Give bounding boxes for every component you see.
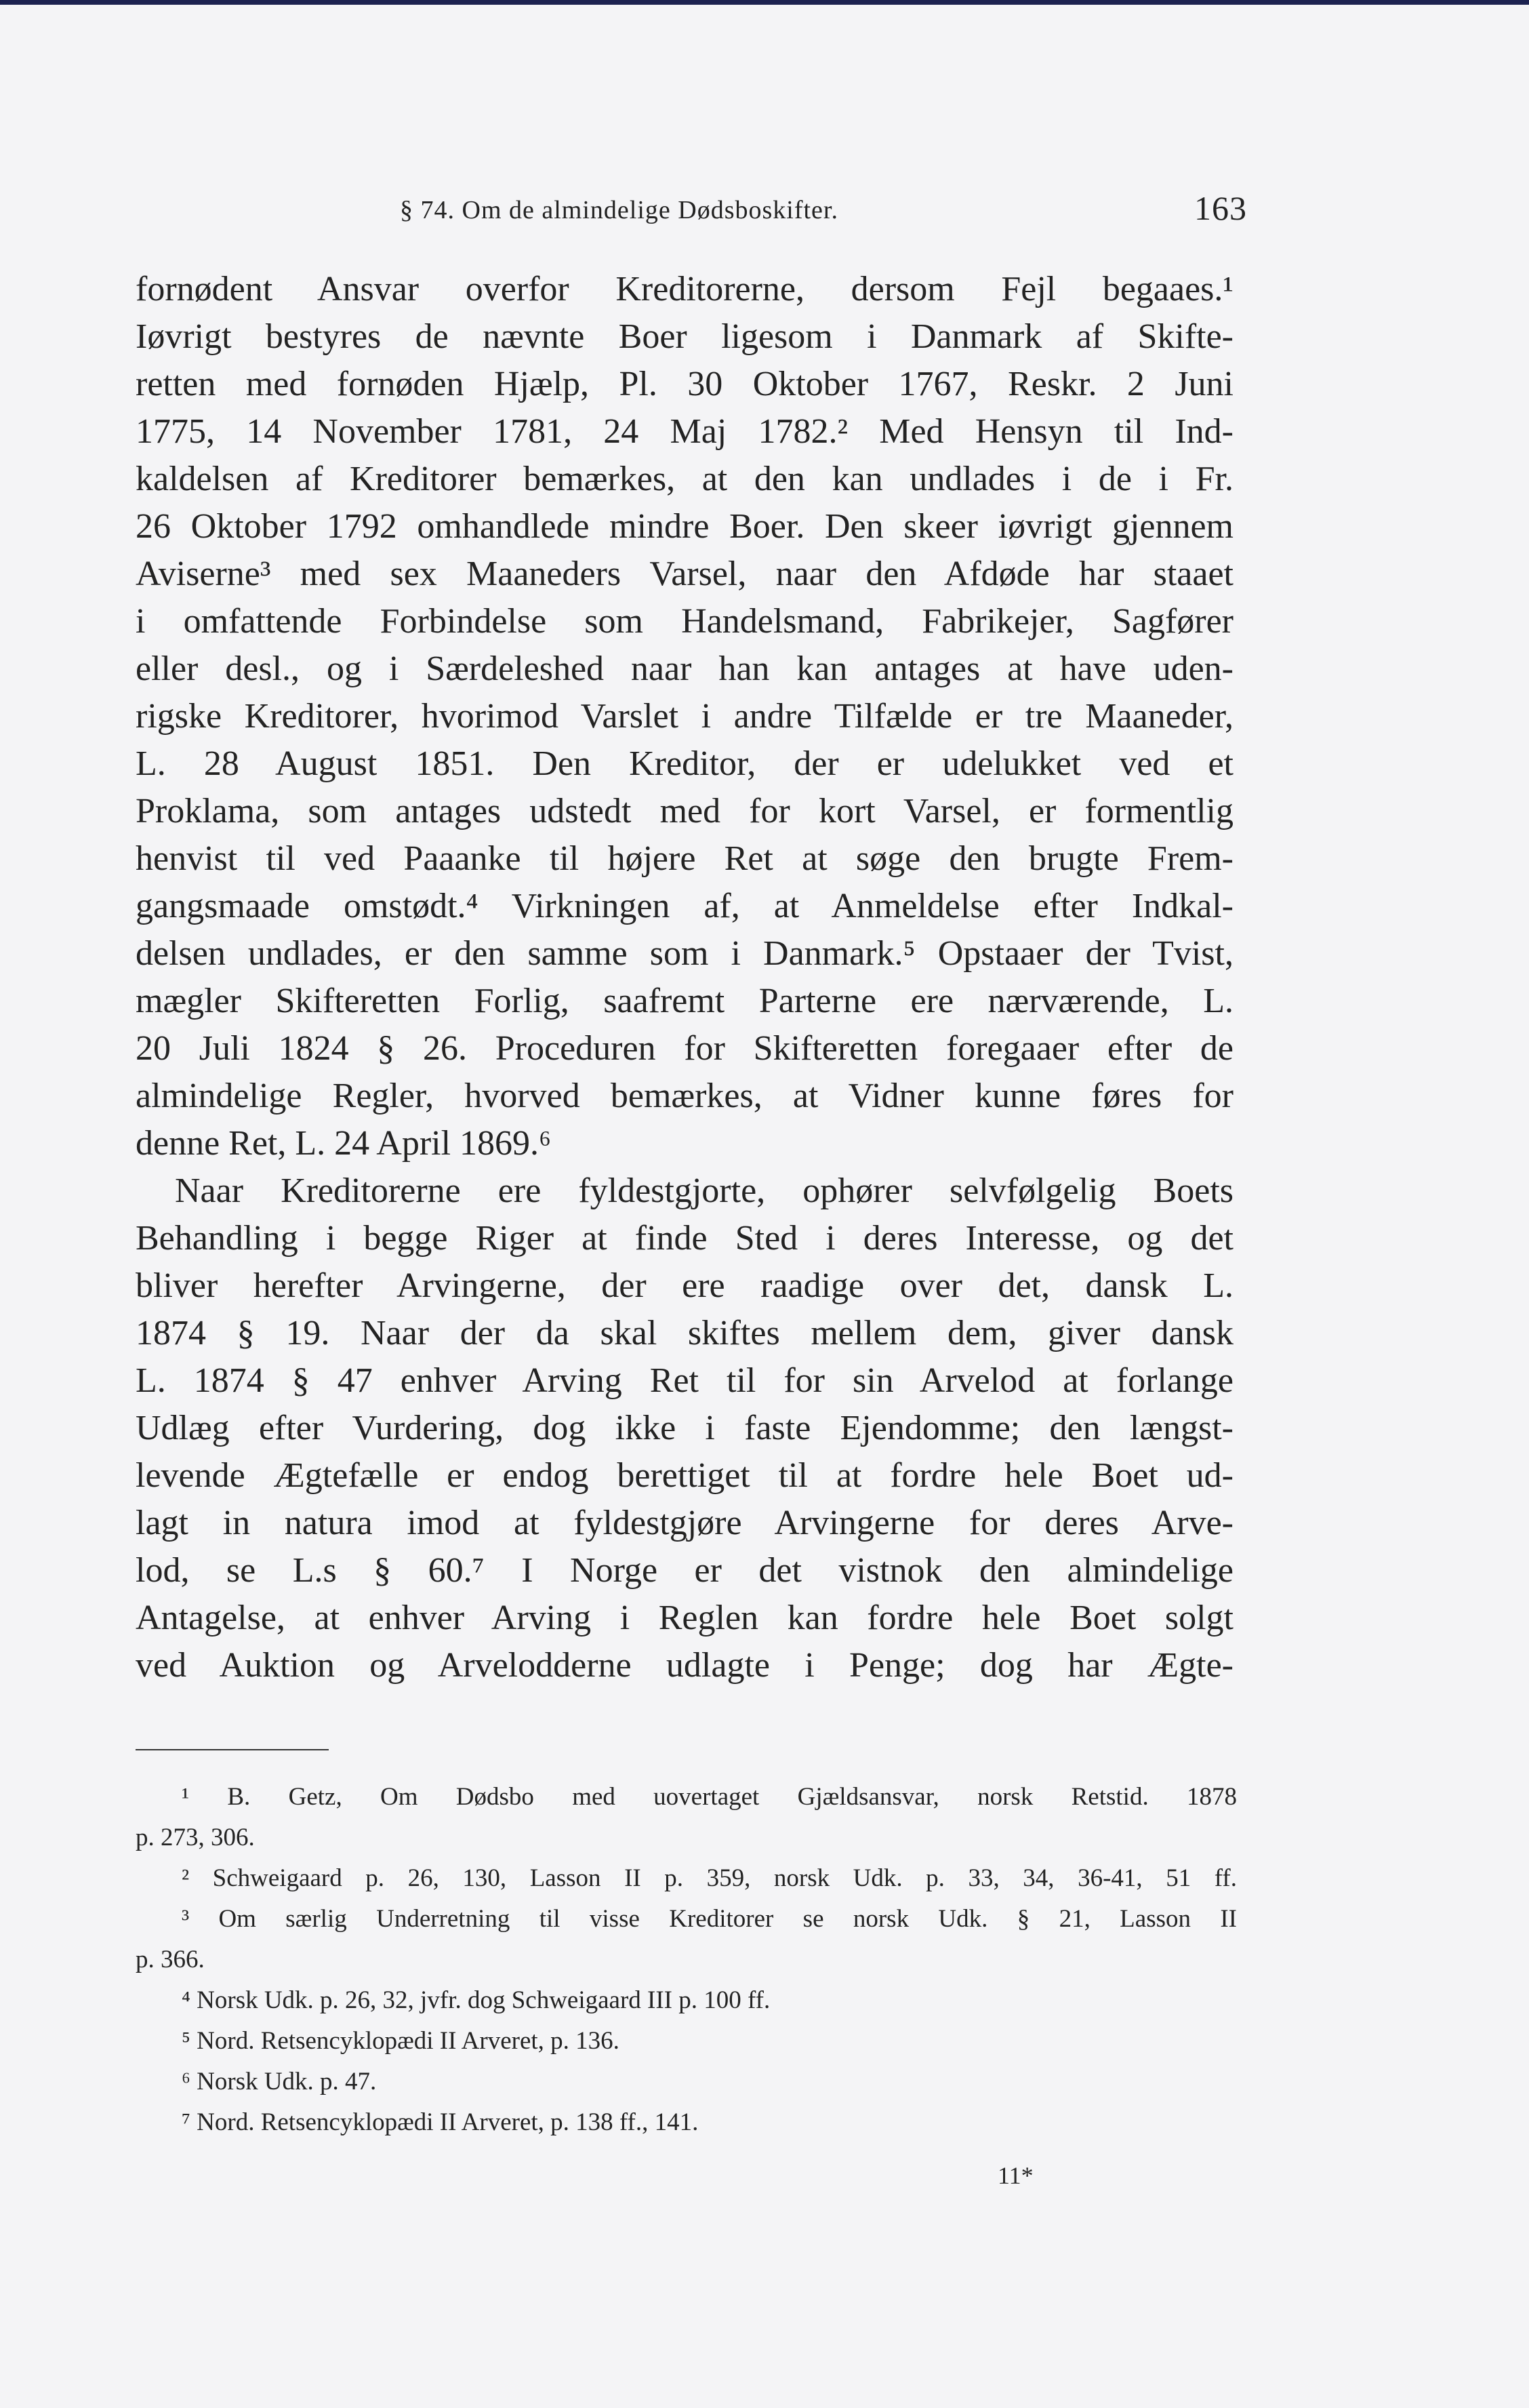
text-line: eller desl., og i Særdeleshed naar han kan antages at have uden- [136, 649, 1234, 688]
footnote-line: p. 366. [136, 1946, 205, 1973]
footnote-line: ⁷ Nord. Retsencyklopædi II Arveret, p. 138 ff., 141. [182, 2108, 699, 2136]
page-number: 163 [1194, 189, 1247, 227]
footnote-line: ⁶ Norsk Udk. p. 47. [182, 2068, 377, 2095]
footnote-line: ¹ B. Getz, Om Dødsbo med uovertaget Gjældsansvar, norsk Retstid. 1878 [182, 1783, 1237, 1811]
footnote-line: ⁵ Nord. Retsencyklopædi II Arveret, p. 136. [182, 2027, 619, 2055]
text-line: Udlæg efter Vurdering, dog ikke i faste Ejendomme; den længst- [136, 1409, 1234, 1447]
text-line: almindelige Regler, hvorved bemærkes, at Vidner kunne føres for [136, 1077, 1234, 1115]
text-line: i omfattende Forbindelse som Handelsmand, Fabrikejer, Sagfører [136, 602, 1234, 641]
text-line: levende Ægtefælle er endog berettiget til at fordre hele Boet ud- [136, 1456, 1234, 1495]
text-line: delsen undlades, er den samme som i Danmark.⁵ Opstaaer der Tvist, [136, 934, 1234, 973]
text-line: Naar Kreditorerne ere fyldestgjorte, ophører selvfølgelig Boets [175, 1171, 1234, 1210]
text-line: lod, se L.s § 60.⁷ I Norge er det vistnok den almindelige [136, 1551, 1234, 1590]
text-line: Antagelse, at enhver Arving i Reglen kan fordre hele Boet solgt [136, 1599, 1234, 1637]
running-head [136, 188, 1247, 236]
text-line: Aviserne³ med sex Maaneders Varsel, naar den Afdøde har staaet [136, 555, 1234, 593]
footnote-line: p. 273, 306. [136, 1824, 255, 1851]
main-text [136, 266, 1234, 1689]
text-line: Behandling i begge Riger at finde Sted i deres Interesse, og det [136, 1219, 1234, 1258]
text-line: mægler Skifteretten Forlig, saafremt Parterne ere nærværende, L. [136, 982, 1234, 1020]
footnote-divider [136, 1749, 329, 1750]
text-line: 1874 § 19. Naar der da skal skiftes mellem dem, giver dansk [136, 1314, 1234, 1352]
text-line: 20 Juli 1824 § 26. Proceduren for Skifteretten foregaaer efter de [136, 1029, 1234, 1068]
text-line: lagt in natura imod at fyldestgjøre Arvingerne for deres Arve- [136, 1504, 1234, 1542]
footnote-line: ⁴ Norsk Udk. p. 26, 32, jvfr. dog Schweigaard III p. 100 ff. [182, 1986, 771, 2014]
text-line: L. 1874 § 47 enhver Arving Ret til for sin Arvelod at forlange [136, 1361, 1234, 1400]
text-line: ved Auktion og Arvelodderne udlagte i Penge; dog har Ægte- [136, 1646, 1234, 1685]
text-line: bliver herefter Arvingerne, der ere raadige over det, dansk L. [136, 1266, 1234, 1305]
text-line: fornødent Ansvar overfor Kreditorerne, dersom Fejl begaaes.¹ [136, 270, 1234, 308]
text-line: 1775, 14 November 1781, 24 Maj 1782.² Med Hensyn til Ind- [136, 412, 1234, 451]
text-line: L. 28 August 1851. Den Kreditor, der er udelukket ved et [136, 744, 1234, 783]
text-line: kaldelsen af Kreditorer bemærkes, at den kan undlades i de i Fr. [136, 460, 1234, 498]
text-line: Iøvrigt bestyres de nævnte Boer ligesom i Danmark af Skifte- [136, 317, 1234, 356]
text-line: 26 Oktober 1792 omhandlede mindre Boer. Den skeer iøvrigt gjennem [136, 507, 1234, 546]
text-line: denne Ret, L. 24 April 1869.⁶ [136, 1124, 552, 1163]
text-line: gangsmaade omstødt.⁴ Virkningen af, at Anmeldelse efter Indkal- [136, 887, 1234, 925]
signature-mark: 11* [998, 2162, 1034, 2189]
text-line: Proklama, som antages udstedt med for kort Varsel, er formentlig [136, 792, 1234, 830]
text-line: rigske Kreditorer, hvorimod Varslet i andre Tilfælde er tre Maaneder, [136, 697, 1234, 736]
footnote-line: ² Schweigaard p. 26, 130, Lasson II p. 359, norsk Udk. p. 33, 34, 36-41, 51 ff. [182, 1864, 1237, 1892]
footnote-line: ³ Om særlig Underretning til visse Kreditorer se norsk Udk. § 21, Lasson II [182, 1905, 1237, 1933]
text-line: retten med fornøden Hjælp, Pl. 30 Oktober 1767, Reskr. 2 Juni [136, 365, 1234, 403]
footnotes [136, 1777, 1237, 2143]
running-title: § 74. Om de almindelige Dødsboskifter. [400, 196, 838, 224]
text-line: henvist til ved Paaanke til højere Ret at søge den brugte Frem- [136, 839, 1234, 878]
